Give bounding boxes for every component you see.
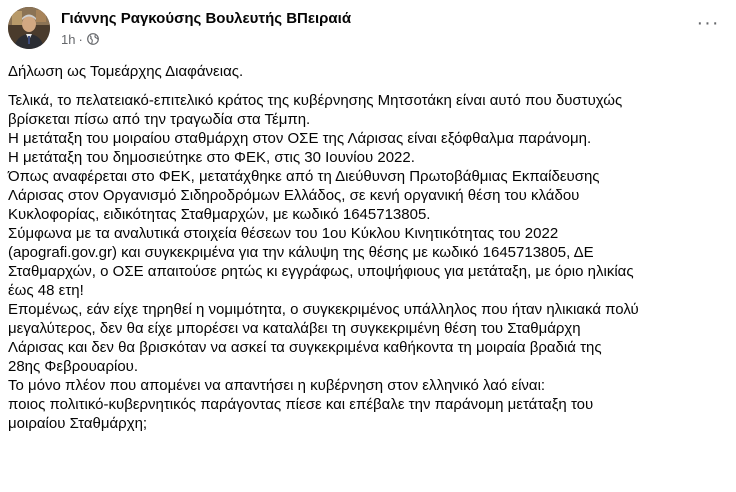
avatar-portrait-icon (8, 7, 50, 49)
post-header (8, 7, 728, 51)
meta-separator: · (78, 31, 83, 47)
post-time[interactable]: 1h (61, 31, 76, 47)
post-body: Τελικά, το πελατειακό-επιτελικό κράτος της κυβέρνησης Μητσοτάκη είναι αυτό που δυστυχώς βρίσκεται πίσω από την τραγωδία στα Τέμπη. Η μετάταξη του μοιραίου σταθμάρχη στον ΟΣΕ της Λάρισας είναι εξόφθαλμα παράνομη. Η μετάταξη του δημοσιεύτηκε στο ΦΕΚ, στις 30 Ιουνίου 2022. Όπως αναφέρεται στο ΦΕΚ, μετατάχθηκε από τη Διεύθυνση Πρωτοβάθμιας Εκπαίδευσης Λάρισας στον Οργανισμό Σιδηροδρόμων Ελλάδος, σε κενή οργανική θέση του κλάδου Κυκλοφορίας, ειδικότητας Σταθμαρχών, με κωδικό 1645713805. Σύμφωνα με τα αναλυτικά στοιχεία θέσεων του 1ου Κύκλου Κινητικότητας του 2022 (apografi.gov.gr) και συγκεκριμένα για την κάλυψη της θέσης με κωδικό 1645713805, ΔΕ Σταθμαρχών, ο ΟΣΕ απαιτούσε ρητώς κι εγγράφως, υποψήφιους για μετάταξη, με όριο ηλικίας έως 48 ετη! Επομένως, εάν είχε τηρηθεί η νομιμότητα, ο συγκεκριμένος υπάλληλος που ήταν ηλικιακά πολύ μεγαλύτερος, δεν θα είχε μπορέσει να καταλάβει τη συγκεκριμένη θέση του Σταθμάρχη Λάρισας και δεν θα βρισκόταν να ασκεί τα συγκεκριμένα καθήκοντα τη μοιραία βραδιά της 28ης Φεβρουαρίου. Το μόνο πλέον που απομένει να απαντήσει η κυβέρνηση στον ελληνικό λαό είναι: ποιος πολιτικό-κυβερνητικός παράγοντας πίεσε και επέβαλε την παράνομη μετάταξη του μοιραίου Σταθμάρχη; (8, 92, 639, 432)
post-meta (61, 30, 99, 48)
globe-icon[interactable] (87, 33, 99, 45)
author-avatar[interactable] (8, 7, 50, 49)
author-name[interactable]: Γιάννης Ραγκούσης Βουλευτής ΒΠειραιά (61, 10, 352, 27)
post-content (8, 62, 724, 433)
post-intro: Δήλωση ως Τομεάρχης Διαφάνειας. (8, 63, 244, 80)
more-options-icon: ··· (696, 12, 720, 34)
more-options-button[interactable] (694, 13, 722, 41)
